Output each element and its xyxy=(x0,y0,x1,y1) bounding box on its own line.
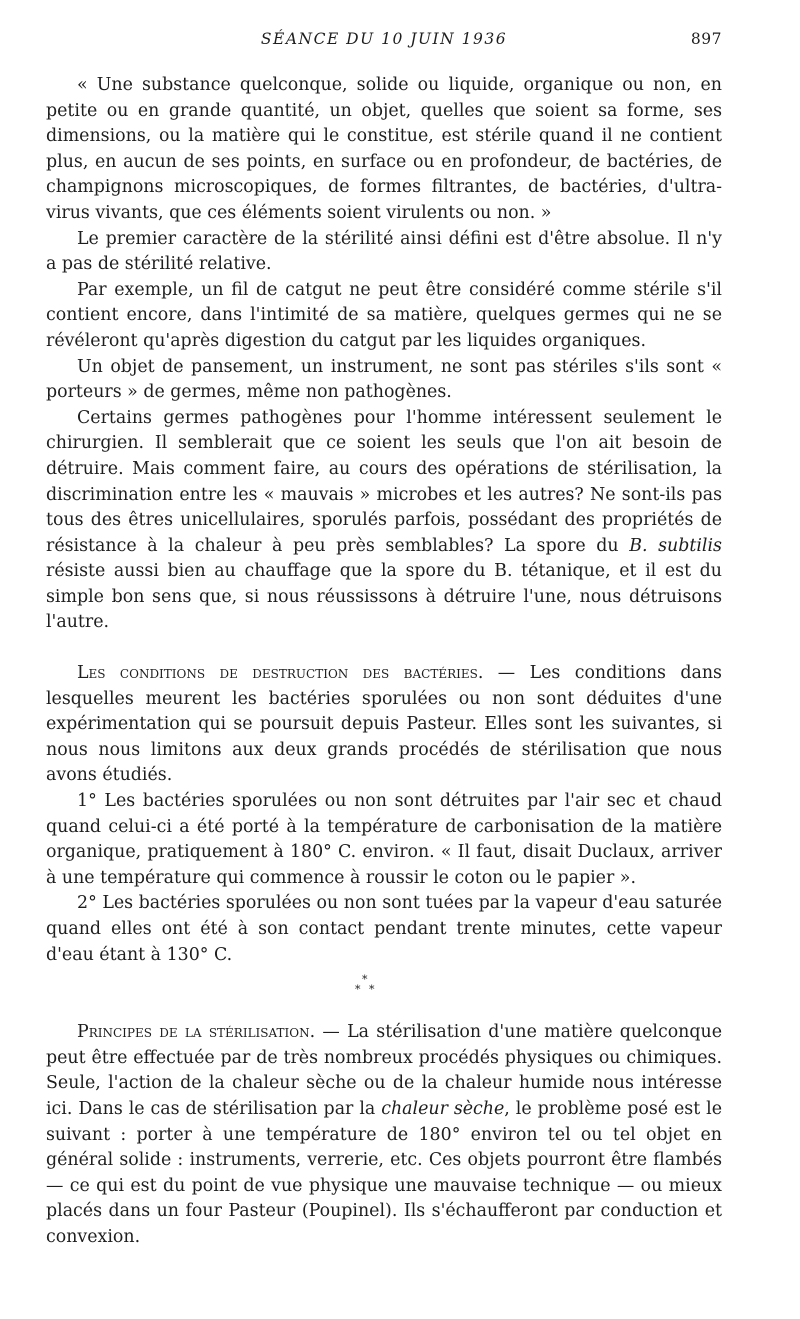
asterism-star-left: * xyxy=(355,983,361,997)
pathogenic-germs-paragraph xyxy=(46,406,722,636)
asterism-star-right: * xyxy=(369,983,375,997)
destruction-conditions-paragraph xyxy=(46,661,722,789)
page-header xyxy=(46,30,722,54)
dry-heat-term: chaleur sèche xyxy=(381,1098,505,1119)
sterilization-principles-paragraph xyxy=(46,1020,722,1250)
dry-heat-condition-paragraph: 1° Les bactéries sporulées ou non sont détruites par l'air sec et chaud quand celui-ci a été porté à la température de carbonisation de la matière organique, pratiquement à 180° C. environ. « Il faut, disait Duclaux, arriver à une température qui commence à roussir le coton ou le papier ». xyxy=(46,791,722,888)
steam-condition-paragraph: 2° Les bactéries sporulées ou non sont tuées par la vapeur d'eau saturée quand elles ont été à son contact pendant trente minutes, cette vapeur d'eau étant à 130° C. xyxy=(46,893,722,965)
principles-text-end: , le problème posé est le suivant : porter à une température de 180° environ tel ou tel objet en général solide : instruments, verrerie, etc. Ces objets pourront être flambés — ce qui est du point de vue physique une mauvaise technique — ou mieux placés dans un four Pasteur (Poupinel). Ils s'échaufferont par conduction et convexion. xyxy=(46,1098,722,1247)
asterism-divider xyxy=(46,968,722,1020)
destruction-conditions-text: — Les conditions dans lesquelles meurent les bactéries sporulées ou non sont déduites d'une expérimentation qui se poursuit depuis Pasteur. Elles sont les suivantes, si nous nous limitons aux deux grands procédés de stérilisation que nous avons étudiés. xyxy=(46,663,722,786)
asterism-star-top: * xyxy=(362,973,368,987)
pathogenic-text-end: résiste aussi bien au chauffage que la spore du B. tétanique, et il est du simple bon sens que, si nous réussissons à détruire l'une, nous détruisons l'autre. xyxy=(46,561,722,633)
carriers-paragraph: Un objet de pansement, un instrument, ne sont pas stériles s'ils sont « porteurs » de germes, même non pathogènes. xyxy=(46,356,722,403)
running-head: SÉANCE DU 10 JUIN 1936 xyxy=(260,30,508,48)
section-heading-principles: Principes de la stérilisation. xyxy=(77,1022,316,1043)
definition-quote-paragraph: « Une substance quelconque, solide ou liquide, organique ou non, en petite ou en grande quantité, un objet, quelles que soient sa forme, ses dimensions, ou la matière qui le constitue, est stérile quand il ne contient plus, en aucun de ses points, en surface ou en profondeur, de bactéries, de champignons microscopiques, de formes filtrantes, de bactéries, d'ultra-virus vivants, que ces éléments soient virulents ou non. » xyxy=(46,75,722,223)
page-number: 897 xyxy=(690,30,722,48)
section-heading-destruction: Les conditions de destruction des bactéries. xyxy=(77,663,484,684)
principles-text-start: — La stérilisation d'une matière quelconque peut être effectuée par de très nombreux procédés physiques ou chimiques. Seule, l'action de la chaleur sèche ou de la chaleur humide nous intéresse ici. Dans le cas de stérilisation par la xyxy=(46,1022,722,1119)
body-text xyxy=(46,73,722,1251)
catgut-example-paragraph: Par exemple, un fil de catgut ne peut être considéré comme stérile s'il contient encore, dans l'intimité de sa matière, quelques germes qui ne se révéleront qu'après digestion du catgut par les liquides organiques. xyxy=(46,279,722,351)
absolute-sterility-paragraph: Le premier caractère de la stérilité ainsi défini est d'être absolue. Il n'y a pas de stérilité relative. xyxy=(46,228,722,275)
pathogenic-text-start: Certains germes pathogènes pour l'homme intéressent seulement le chirurgien. Il semblerait que ce soient les seuls que l'on ait besoin de détruire. Mais comment faire, au cours des opérations de stérilisation, la discrimination entre les « mauvais » microbes et les autres? Ne sont-ils pas tous des êtres unicellulaires, sporulés parfois, possédant des propriétés de résistance à la chaleur à peu près semblables? La spore du xyxy=(46,407,722,556)
species-name: B. subtilis xyxy=(629,535,722,556)
